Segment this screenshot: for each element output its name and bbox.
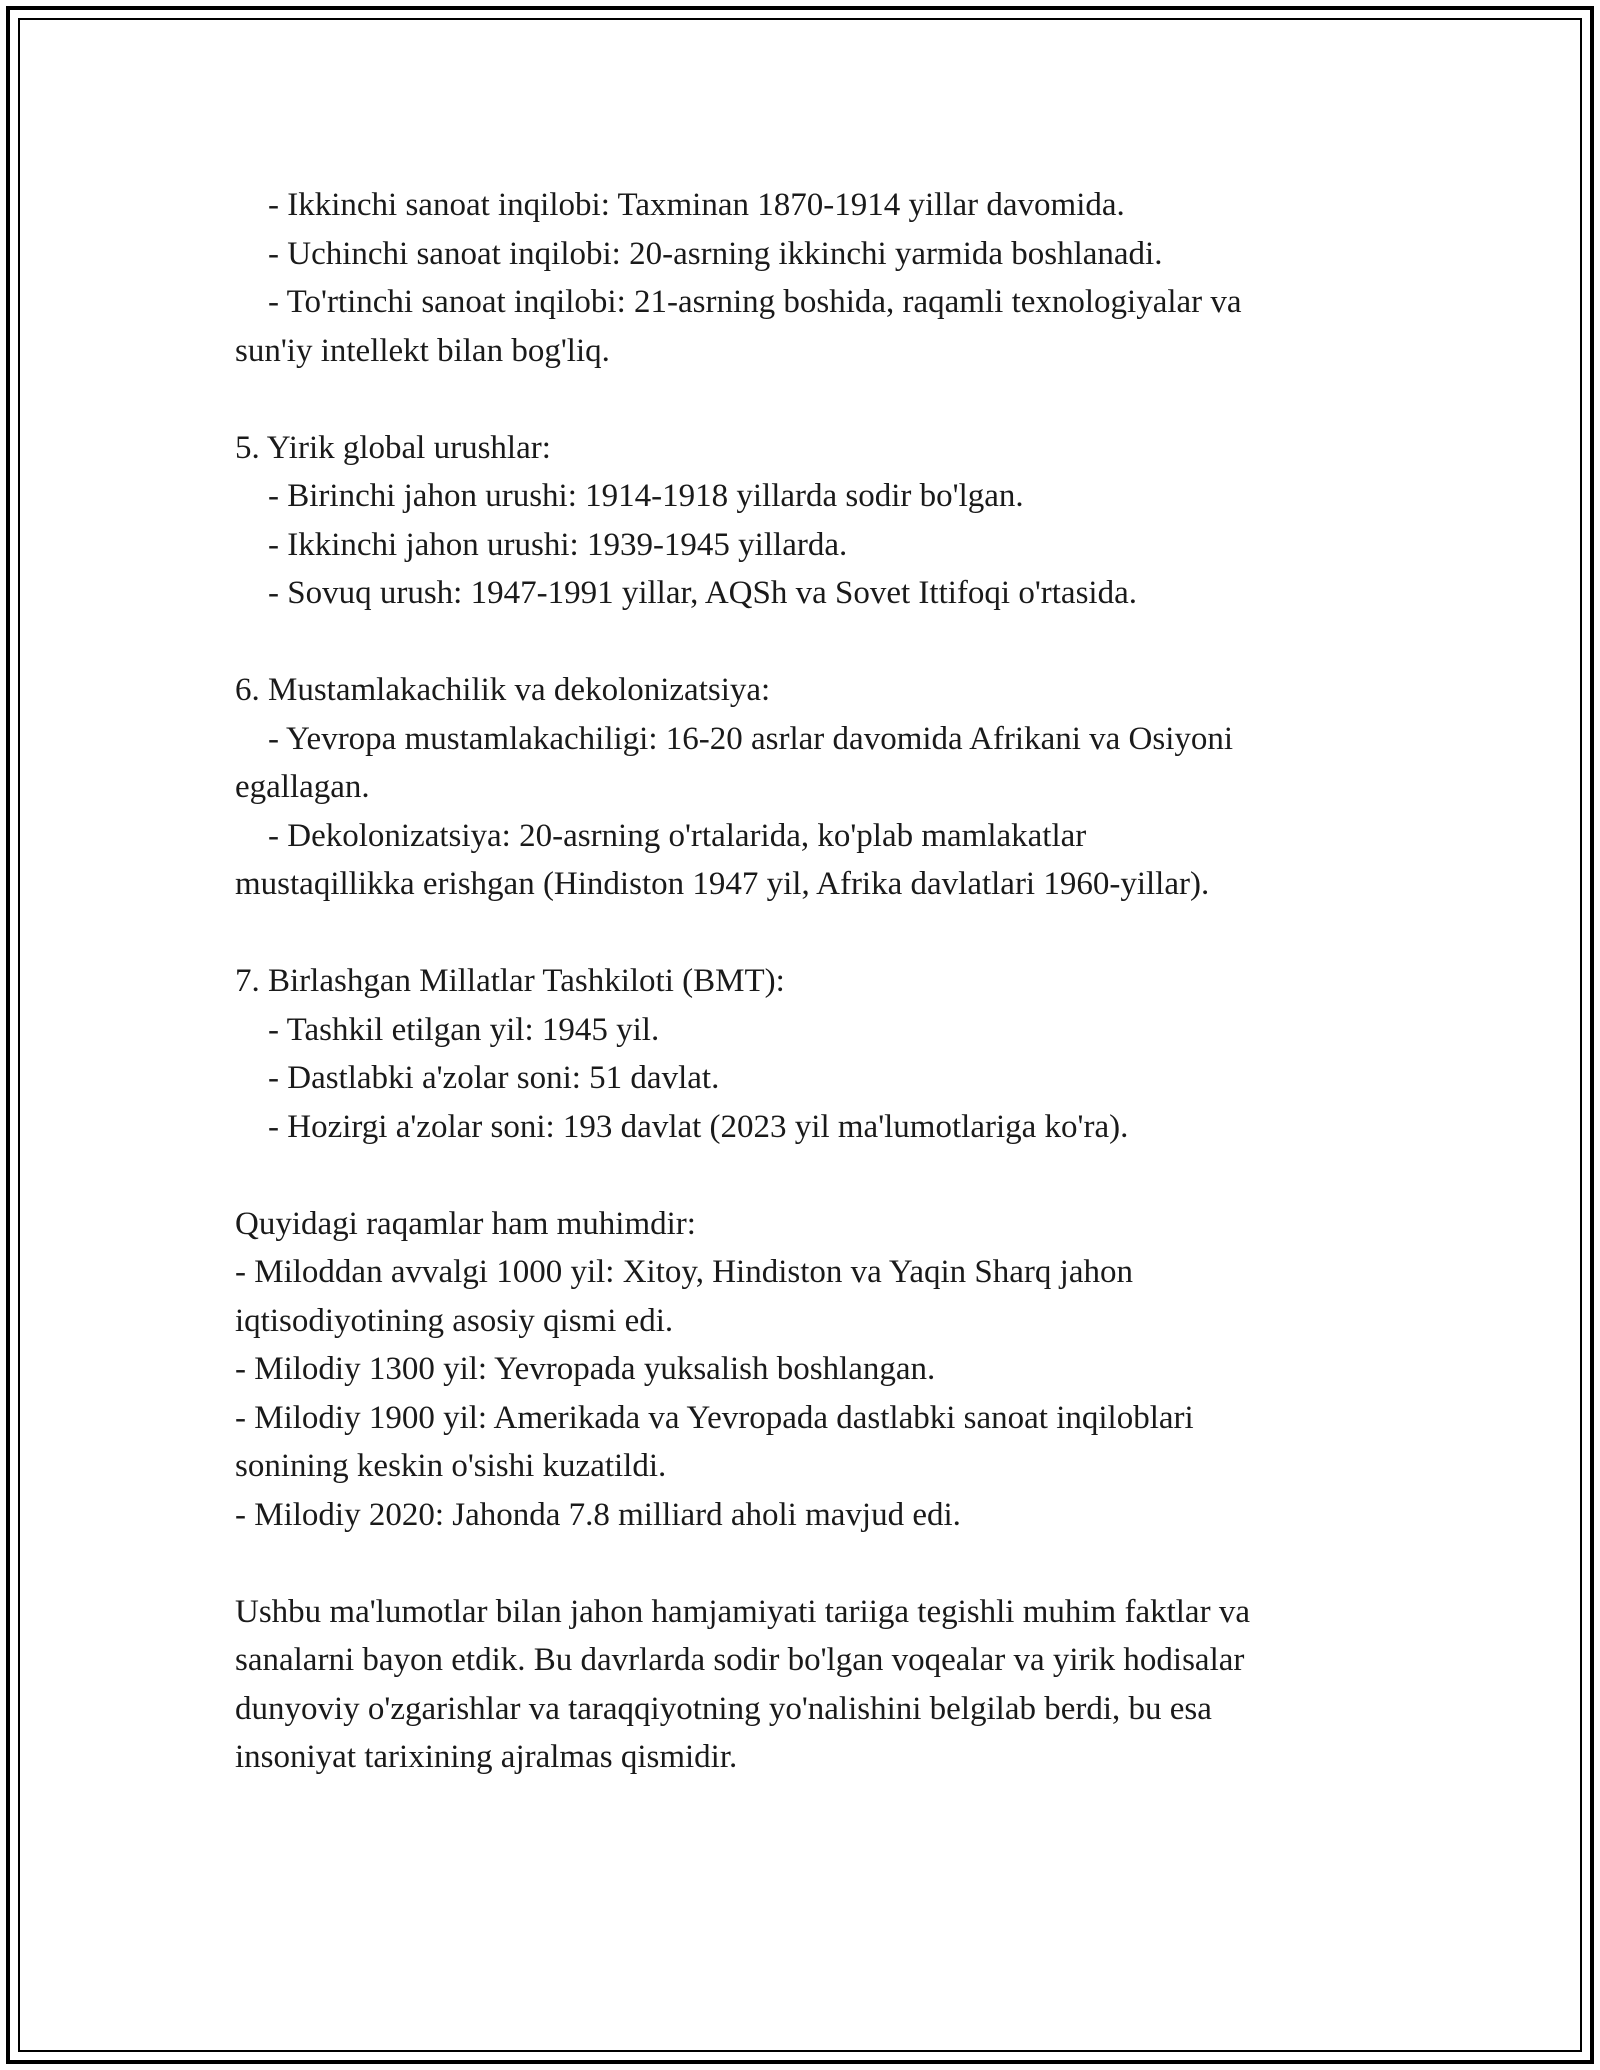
- text-line: - Tashkil etilgan yil: 1945 yil.: [235, 1011, 660, 1048]
- text-line: mustaqillikka erishgan (Hindiston 1947 yil, Afrika davlatlari 1960-yillar).: [235, 866, 1210, 902]
- text-line: - Uchinchi sanoat inqilobi: 20-asrning ikkinchi yarmida boshlanadi.: [235, 235, 1163, 272]
- text-line: sonining keskin o'sishi kuzatildi.: [235, 1448, 667, 1484]
- paragraph-line: Ushbu ma'lumotlar bilan jahon hamjamiyati tariiga tegishli muhim faktlar va: [235, 1593, 1250, 1630]
- text-line: - Milodiy 1900 yil: Amerikada va Yevropada dastlabki sanoat inqiloblari: [235, 1399, 1194, 1436]
- paragraph-line: dunyoviy o'zgarishlar va taraqqiyotning yo'nalishini belgilab berdi, bu esa: [235, 1690, 1212, 1727]
- blank-line: [235, 909, 1395, 958]
- paragraph-line: insoniyat tarixining ajralmas qismidir.: [235, 1739, 738, 1775]
- paragraph-line: sanalarni bayon etdik. Bu davrlarda sodir bo'lgan voqealar va yirik hodisalar: [235, 1642, 1245, 1678]
- section-heading: 5. Yirik global urushlar:: [235, 429, 551, 466]
- text-line: egallagan.: [235, 769, 370, 805]
- text-line: - Milodiy 1300 yil: Yevropada yuksalish boshlangan.: [235, 1351, 936, 1387]
- text-line: - Sovuq urush: 1947-1991 yillar, AQSh va Sovet Ittifoqi o'rtasida.: [235, 575, 1137, 611]
- section-heading: 6. Mustamlakachilik va dekolonizatsiya:: [235, 672, 771, 708]
- text-line: - To'rtinchi sanoat inqilobi: 21-asrning boshida, raqamli texnologiyalar va: [235, 284, 1242, 320]
- text-line: - Miloddan avvalgi 1000 yil: Xitoy, Hindiston va Yaqin Sharq jahon: [235, 1254, 1133, 1290]
- text-line: - Hozirgi a'zolar soni: 193 davlat (2023 yil ma'lumotlariga ko'ra).: [235, 1108, 1129, 1145]
- text-line: - Birinchi jahon urushi: 1914-1918 yillarda sodir bo'lgan.: [235, 478, 1024, 514]
- text-line: sun'iy intellekt bilan bog'liq.: [235, 332, 610, 369]
- blank-line: [235, 1151, 1395, 1200]
- blank-line: [235, 1539, 1395, 1588]
- text-line: - Dekolonizatsiya: 20-asrning o'rtalarida, ko'plab mamlakatlar: [235, 817, 1087, 854]
- text-line: - Ikkinchi jahon urushi: 1939-1945 yillarda.: [235, 526, 848, 563]
- text-line: - Dastlabki a'zolar soni: 51 davlat.: [235, 1060, 720, 1096]
- document-body: [235, 181, 1395, 1782]
- text-line: iqtisodiyotining asosiy qismi edi.: [235, 1302, 674, 1339]
- text-line: - Ikkinchi sanoat inqilobi: Taxminan 1870-1914 yillar davomida.: [235, 187, 1125, 223]
- blank-line: [235, 618, 1395, 667]
- text-line: - Milodiy 2020: Jahonda 7.8 milliard aholi mavjud edi.: [235, 1496, 961, 1533]
- text-line: - Yevropa mustamlakachiligi: 16-20 asrlar davomida Afrikani va Osiyoni: [235, 720, 1234, 757]
- section-heading: Quyidagi raqamlar ham muhimdir:: [235, 1205, 696, 1242]
- blank-line: [235, 375, 1395, 424]
- section-heading: 7. Birlashgan Millatlar Tashkiloti (BMT):: [235, 963, 785, 999]
